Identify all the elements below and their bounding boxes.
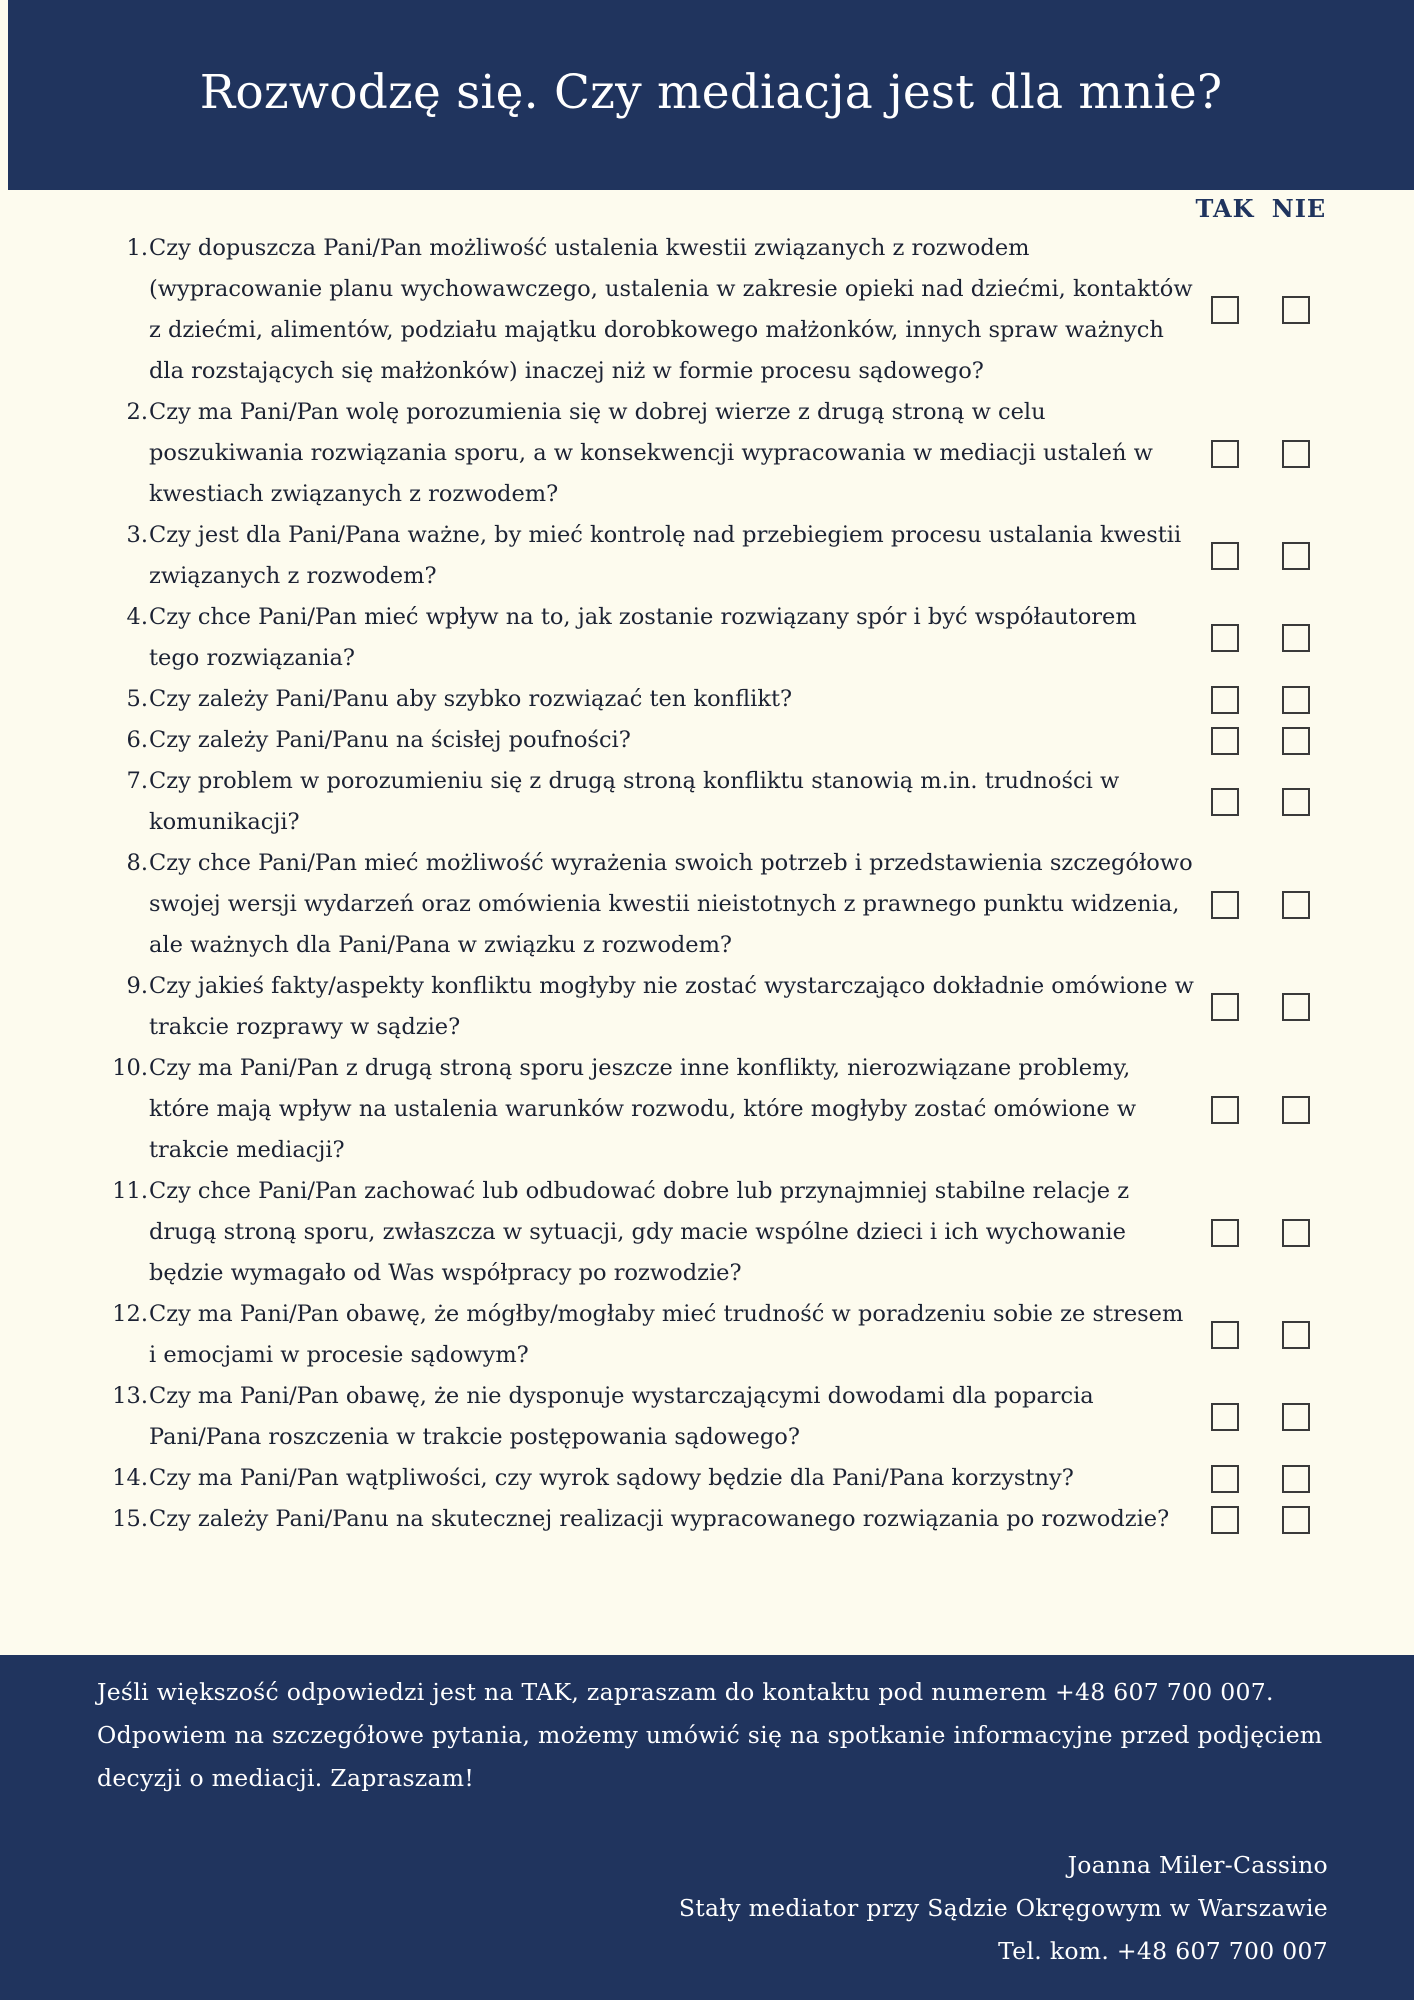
question-list bbox=[0, 228, 1414, 1540]
question-item bbox=[0, 1458, 1414, 1499]
question-number: 5. bbox=[126, 686, 148, 712]
checkbox-no[interactable] bbox=[1282, 1321, 1310, 1349]
checkbox-yes[interactable] bbox=[1211, 686, 1239, 714]
checkbox-no[interactable] bbox=[1282, 624, 1310, 652]
footer-banner bbox=[0, 1655, 1414, 2000]
checkbox-no[interactable] bbox=[1282, 1465, 1310, 1493]
question-number: 13. bbox=[112, 1383, 148, 1409]
question-item bbox=[0, 597, 1414, 679]
checkbox-yes[interactable] bbox=[1211, 1403, 1239, 1431]
question-text: Czy ma Pani/Pan z drugą stroną sporu jeszcze inne konflikty, nierozwiązane problemy, które mają wpływ na ustalenia warunków rozwodu, które mogłyby zostać omówione w trakcie mediacji? bbox=[149, 1055, 1137, 1163]
question-item bbox=[0, 761, 1414, 843]
checkbox-yes[interactable] bbox=[1211, 727, 1239, 755]
contact-note: Jeśli większość odpowiedzi jest na TAK, zapraszam do kontaktu pod numerem +48 607 700 007. Odpowiem na szczegółowe pytania, możemy umówić się na spotkanie informacyjne przed podjęciem decyzji o mediacji. Zapraszam! bbox=[97, 1678, 1323, 1792]
header-banner bbox=[8, 0, 1414, 190]
question-item bbox=[0, 515, 1414, 597]
checkbox-no[interactable] bbox=[1282, 993, 1310, 1021]
checkbox-no[interactable] bbox=[1282, 1506, 1310, 1534]
checkbox-yes[interactable] bbox=[1211, 1321, 1239, 1349]
question-text: Czy zależy Pani/Panu na skutecznej realizacji wypracowanego rozwiązania po rozwodzie? bbox=[149, 1506, 1170, 1532]
checkbox-yes[interactable] bbox=[1211, 440, 1239, 468]
checkbox-no[interactable] bbox=[1282, 727, 1310, 755]
mediator-role: Stały mediator przy Sądzie Okręgowym w Warszawie bbox=[678, 1894, 1328, 1922]
question-item bbox=[0, 1294, 1414, 1376]
question-text: Czy chce Pani/Pan mieć wpływ na to, jak zostanie rozwiązany spór i być współautorem tego rozwiązania? bbox=[149, 604, 1137, 671]
column-header-yes: TAK bbox=[1195, 194, 1255, 223]
question-number: 12. bbox=[112, 1301, 148, 1327]
question-number: 9. bbox=[126, 973, 148, 999]
question-number: 4. bbox=[126, 604, 148, 630]
question-number: 10. bbox=[112, 1055, 148, 1081]
checkbox-no[interactable] bbox=[1282, 788, 1310, 816]
checkbox-no[interactable] bbox=[1282, 1096, 1310, 1124]
question-text: Czy ma Pani/Pan wolę porozumienia się w dobrej wierze z drugą stroną w celu poszukiwania rozwiązania sporu, a w konsekwencji wypracowania w mediacji ustaleń w kwestiach związanych z rozwodem? bbox=[149, 399, 1153, 507]
question-text: Czy ma Pani/Pan obawę, że nie dysponuje wystarczającymi dowodami dla poparcia Pani/Pana roszczenia w trakcie postępowania sądowego? bbox=[149, 1383, 1094, 1450]
question-text: Czy ma Pani/Pan wątpliwości, czy wyrok sądowy będzie dla Pani/Pana korzystny? bbox=[149, 1465, 1074, 1491]
question-number: 11. bbox=[112, 1178, 148, 1204]
checkbox-no[interactable] bbox=[1282, 296, 1310, 324]
question-item bbox=[0, 1048, 1414, 1171]
checkbox-yes[interactable] bbox=[1211, 542, 1239, 570]
checkbox-yes[interactable] bbox=[1211, 891, 1239, 919]
question-number: 7. bbox=[126, 768, 148, 794]
question-number: 2. bbox=[126, 399, 148, 425]
phone-number: Tel. kom. +48 607 700 007 bbox=[998, 1937, 1328, 1965]
question-text: Czy chce Pani/Pan mieć możliwość wyrażenia swoich potrzeb i przedstawienia szczegółowo swojej wersji wydarzeń oraz omówienia kwestii nieistotnych z prawnego punktu widzenia, ale ważnych dla Pani/Pana w związku z rozwodem? bbox=[149, 850, 1193, 958]
checkbox-no[interactable] bbox=[1282, 686, 1310, 714]
checkbox-yes[interactable] bbox=[1211, 1219, 1239, 1247]
question-text: Czy zależy Pani/Panu aby szybko rozwiązać ten konflikt? bbox=[149, 686, 793, 712]
question-item bbox=[0, 392, 1414, 515]
question-number: 3. bbox=[126, 522, 148, 548]
checkbox-yes[interactable] bbox=[1211, 1465, 1239, 1493]
question-number: 14. bbox=[112, 1465, 148, 1491]
question-item bbox=[0, 228, 1414, 392]
checkbox-no[interactable] bbox=[1282, 891, 1310, 919]
question-number: 6. bbox=[126, 727, 148, 753]
page-title: Rozwodzę się. Czy mediacja jest dla mnie? bbox=[199, 64, 1223, 120]
question-text: Czy problem w porozumieniu się z drugą stroną konfliktu stanowią m.in. trudności w komunikacji? bbox=[149, 768, 1120, 835]
checkbox-no[interactable] bbox=[1282, 542, 1310, 570]
question-text: Czy dopuszcza Pani/Pan możliwość ustalenia kwestii związanych z rozwodem (wypracowanie planu wychowawczego, ustalenia w zakresie opieki nad dziećmi, kontaktów z dziećmi, alimentów, podziału majątku dorobkowego małżonków, innych spraw ważnych dla rozstających się małżonków) inaczej niż w formie procesu sądowego? bbox=[149, 235, 1193, 384]
checkbox-yes[interactable] bbox=[1211, 788, 1239, 816]
checkbox-no[interactable] bbox=[1282, 1403, 1310, 1431]
question-number: 8. bbox=[126, 850, 148, 876]
checkbox-yes[interactable] bbox=[1211, 1096, 1239, 1124]
question-text: Czy zależy Pani/Panu na ścisłej poufności? bbox=[149, 727, 631, 753]
question-item bbox=[0, 679, 1414, 720]
question-item bbox=[0, 1171, 1414, 1294]
question-item bbox=[0, 966, 1414, 1048]
question-number: 15. bbox=[112, 1506, 148, 1532]
question-text: Czy jest dla Pani/Pana ważne, by mieć kontrolę nad przebiegiem procesu ustalania kwestii związanych z rozwodem? bbox=[149, 522, 1182, 589]
question-text: Czy chce Pani/Pan zachować lub odbudować dobre lub przynajmniej stabilne relacje z drugą stroną sporu, zwłaszcza w sytuacji, gdy macie wspólne dzieci i ich wychowanie będzie wymagało od Was współpracy po rozwodzie? bbox=[149, 1178, 1130, 1286]
signature-block bbox=[679, 1844, 1328, 1973]
question-text: Czy ma Pani/Pan obawę, że mógłby/mogłaby mieć trudność w poradzeniu sobie ze stresem i emocjami w procesie sądowym? bbox=[149, 1301, 1184, 1368]
question-item bbox=[0, 720, 1414, 761]
checkbox-no[interactable] bbox=[1282, 1219, 1310, 1247]
column-header-no: NIE bbox=[1271, 194, 1327, 223]
question-text: Czy jakieś fakty/aspekty konfliktu mogłyby nie zostać wystarczająco dokładnie omówione w trakcie rozprawy w sądzie? bbox=[149, 973, 1194, 1040]
checkbox-yes[interactable] bbox=[1211, 1506, 1239, 1534]
question-item bbox=[0, 1499, 1414, 1540]
checkbox-yes[interactable] bbox=[1211, 624, 1239, 652]
question-item bbox=[0, 843, 1414, 966]
mediator-name: Joanna Miler-Cassino bbox=[1067, 1851, 1328, 1879]
checkbox-no[interactable] bbox=[1282, 440, 1310, 468]
checkbox-yes[interactable] bbox=[1211, 296, 1239, 324]
question-item bbox=[0, 1376, 1414, 1458]
checkbox-yes[interactable] bbox=[1211, 993, 1239, 1021]
question-number: 1. bbox=[126, 235, 148, 261]
